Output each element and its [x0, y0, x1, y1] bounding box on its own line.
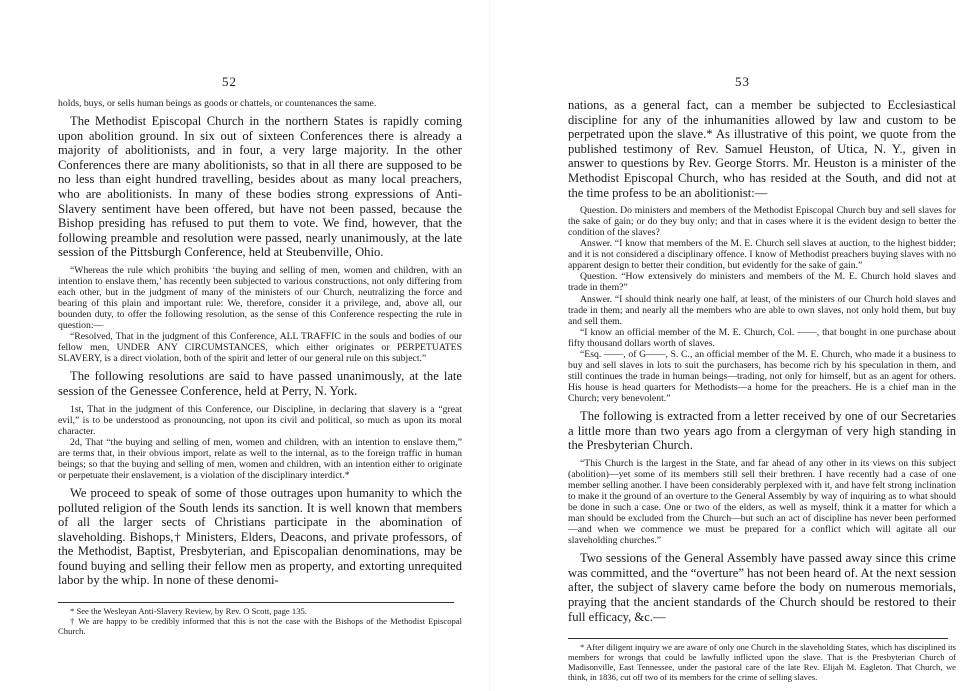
page-number: 53	[735, 74, 750, 89]
interview-answer: Answer. “I should think nearly one half, at least, of the ministers of our Church hold slaves and trade in them; and nearly all the members who are able to own slaves, not only hold them, but buy and sell them.	[568, 293, 956, 327]
interview-question: Question. Do ministers and members of the Methodist Episcopal Church buy and sell slaves for the sake of gain; or do they buy only; and that in cases where it is the evident design to better the condition of the slaves?	[568, 205, 956, 239]
footnote: † We are happy to be credibly informed that this is not the case with the Bishops of the Methodist Episcopal Church.	[58, 615, 462, 636]
footnote: * After diligent inquiry we are aware of only one Church in the slaveholding States, which has disciplined its members for wrongs that could be lawfully inflicted upon the slave. That is the Presbyterian Church of Madisonville, East Tennessee, under the pastoral care of the late Rev. Elijah M. Eagleton. That Church, we think, in 1836, cut off two of its members for the crime of selling slaves.	[568, 642, 956, 682]
paragraph: nations, as a general fact, can a member be subjected to Ecclesiastical discipline for any of the inhumanities allowed by law and custom to be perpetrated upon the slave.* As illustrative of this point, we quote from the published testimony of Rev. Samuel Heuston, of Utica, N. Y., given in answer to questions by Rev. George Storrs. Mr. Heuston is a minister of the Methodist Episcopal Church, who has resided at the South, and did not at the time profess to be an abolitionist:—	[568, 98, 956, 200]
left-text-column	[58, 98, 462, 637]
interview-question: Question. “How extensively do ministers and members of the M. E. Church hold slaves and trade in them?”	[568, 271, 956, 294]
right-text-column	[568, 98, 956, 683]
footnote-divider	[568, 638, 948, 639]
right-page	[490, 0, 980, 691]
paragraph: Two sessions of the General Assembly have passed away since this crime was committed, and the “overture” has not been heard of. At the next session after, the subject of slavery came before the body on numerous memorials, praying that the ancient standards of the Church should be restored to their full efficacy, &c.—	[568, 551, 956, 624]
paragraph: We proceed to speak of some of those outrages upon humanity to which the polluted religion of the South lends its sanction. It is well known that members of all the larger sects of Christians participate in the abomination of slaveholding. Bishops,† Ministers, Elders, Deacons, and private professors, of the Methodist, Baptist, Presbyterian, and Episcopalian denominations, may be found buying and selling their fellow men as property, and extorting unrequited labor by the whip. In none of these denomi-	[58, 485, 462, 588]
footnote-divider	[58, 602, 454, 603]
resolution-item: 2d, That “the buying and selling of men, women and children, with an intention to enslave them,” are terms that, in their obvious import, relate as well to the internal, as to the foreign traffic in human beings; so that the buying and selling of men, women and children, with an intention either to originate or perpetuate their enslavement, is a violation of the disciplinary interdict.*	[58, 436, 462, 481]
letter-quote: “This Church is the largest in the State, and far ahead of any other in its views on this subject (abolition)—yet some of its members still sell their brethren. I have recently had a case of one member selling another. I have been considerably perplexed with it, and have felt strong inclination to make it the ground of an overture to the General Assembly by way of inquiring as to what should be done in such a case. One or two of the elders, as well as myself, think it a matter for which a man should be excluded from the Church—but such an act of discipline has never been performed—and when we commence we must be prepared for a conflict which will agitate all our slaveholding churches.”	[568, 457, 956, 547]
paragraph: The following resolutions are said to have passed unanimously, at the late session of the Genessee Conference, held at Perry, N. York.	[58, 369, 462, 398]
intro-line: holds, buys, or sells human beings as goods or chattels, or countenances the same.	[58, 98, 377, 109]
block-quote: “Resolved, That in the judgment of this Conference, ALL TRAFFIC in the souls and bodies of our fellow men, UNDER ANY CIRCUMSTANCES, which either originates or PERPETUATES SLAVERY, is a direct violation, both of the spirit and letter of our general rule on this subject.”	[58, 331, 462, 365]
interview-answer: “I know an official member of the M. E. Church, Col. ——, that bought in one purchase about fifty thousand dollars worth of slaves.	[568, 326, 956, 349]
paragraph: The following is extracted from a letter received by one of our Secretaries a little more than two years ago from a clergyman of very high standing in the Presbyterian Church.	[568, 409, 956, 453]
interview-answer: “Esq. ——, of G——, S. C., an official member of the M. E. Church, who made it a business to buy and sell slaves in lots to suit the purchasers, has become rich by his speculation in them, and still continues the trade in human beings—trading, not only for himself, but as an agent for others. His house is head quarters for Methodists—a home for the preachers. He is a chief man in the Church; very benevolent.”	[568, 348, 956, 404]
footnote: * See the Wesleyan Anti-Slavery Review, by Rev. O Scott, page 135.	[70, 606, 307, 617]
page-number: 52	[222, 74, 237, 89]
paragraph: The Methodist Episcopal Church in the northern States is rapidly coming upon abolition ground. In six out of sixteen Conferences there is already a majority of abolitionists, and in four, a very large majority. In the other Conferences there are many abolitionists, so that in all there are supposed to be no less than eight hundred travelling, besides about as many local preachers, who are abolitionists. In many of these bodies strong expressions of Anti-Slavery sentiment have been offered, but have not been passed, because the Bishop presiding has refused to put them to vote. We find, however, that the following preamble and resolution were passed, nearly unanimously, at the late session of the Pittsburgh Conference, held at Steubenville, Ohio.	[58, 114, 462, 260]
resolution-item: 1st, That in the judgment of this Conference, our Discipline, in declaring that slavery is a “great evil,” is to be understood as pronouncing, not upon its civil and political, so much as upon its moral character.	[58, 403, 462, 437]
block-quote: “Whereas the rule which prohibits ‘the buying and selling of men, women and children, with an intention to enslave them,’ has recently been subjected to various constructions, not only differing from each other, but in the judgment of many of the ministers of our Church, neutralizing the force and bearing of this plain and important rule: We, therefore, consider it a privilege, and, above all, our bounden duty, to offer the following resolution, as the sense of this Conference respecting the rule in question:—	[58, 264, 462, 332]
interview-answer: Answer. “I know that members of the M. E. Church sell slaves at auction, to the highest bidder; and it is not considered a disciplinary offence. I know of Methodist preachers buying slaves with no apparent design to better their condition, but evidently for the sake of gain.”	[568, 238, 956, 272]
